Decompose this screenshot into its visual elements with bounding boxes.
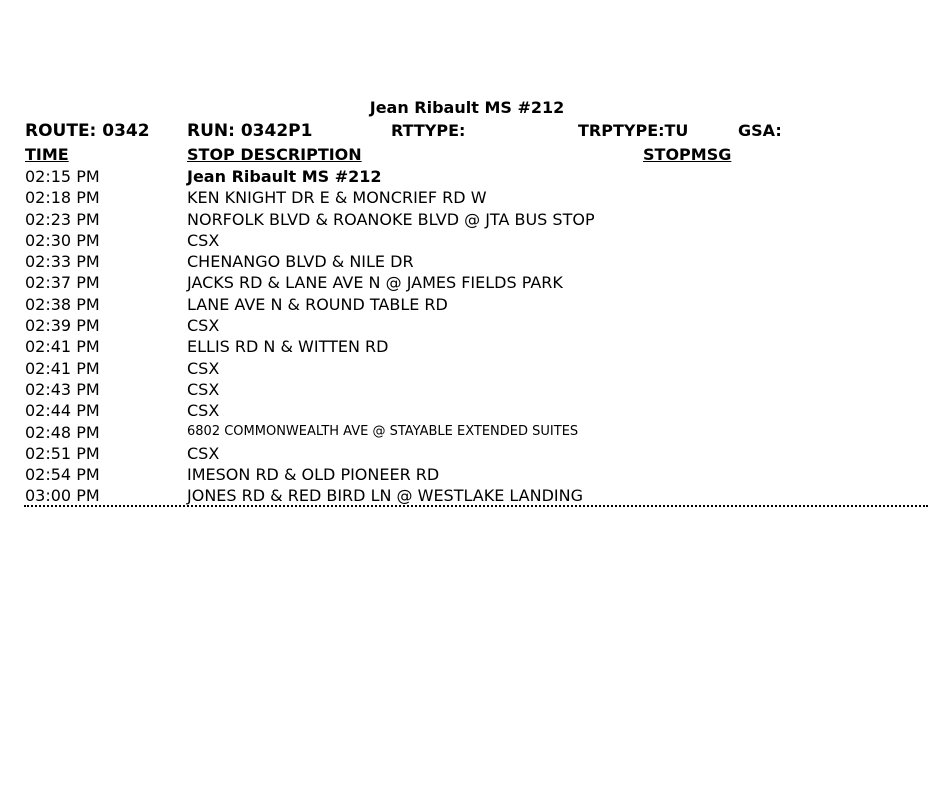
stop-time: 02:44 PM	[25, 401, 100, 421]
column-header-row	[0, 145, 940, 165]
stop-row	[0, 166, 940, 187]
time-column-header: TIME	[25, 145, 69, 164]
stop-row	[0, 251, 940, 272]
stop-description: CSX	[187, 316, 220, 336]
stop-time: 02:18 PM	[25, 188, 100, 208]
stop-time: 02:30 PM	[25, 230, 100, 250]
stop-row	[0, 230, 940, 251]
stop-description: KEN KNIGHT DR E & MONCRIEF RD W	[187, 188, 487, 208]
stop-description: CSX	[187, 379, 220, 399]
stop-list	[0, 166, 940, 507]
stop-time: 02:37 PM	[25, 273, 100, 293]
stop-time: 02:48 PM	[25, 422, 100, 442]
stop-description: CHENANGO BLVD & NILE DR	[187, 252, 414, 272]
stop-row	[0, 379, 940, 400]
stop-row	[0, 272, 940, 293]
stop-row	[0, 294, 940, 315]
stop-time: 02:23 PM	[25, 209, 100, 229]
stop-row	[0, 209, 940, 230]
stop-row	[0, 187, 940, 208]
rttype-label: RTTYPE:	[391, 121, 466, 140]
stop-row	[0, 358, 940, 379]
stop-time: 02:39 PM	[25, 316, 100, 336]
stop-description: 6802 COMMONWEALTH AVE @ STAYABLE EXTENDED SUITES	[187, 423, 579, 439]
stop-time: 02:54 PM	[25, 465, 100, 485]
stop-description: LANE AVE N & ROUND TABLE RD	[187, 294, 448, 314]
stop-time: 02:43 PM	[25, 379, 100, 399]
stop-description: CSX	[187, 443, 220, 463]
stop-description: IMESON RD & OLD PIONEER RD	[187, 465, 440, 485]
stop-description: Jean Ribault MS #212	[187, 167, 382, 186]
stop-time: 02:38 PM	[25, 294, 100, 314]
stop-description: JONES RD & RED BIRD LN @ WESTLAKE LANDING	[187, 486, 583, 506]
stop-description: NORFOLK BLVD & ROANOKE BLVD @ JTA BUS STOP	[187, 209, 595, 229]
dotted-divider	[24, 505, 928, 507]
stop-row	[0, 422, 940, 443]
stop-row	[0, 400, 940, 421]
stop-time: 02:41 PM	[25, 337, 100, 357]
stop-description: JACKS RD & LANE AVE N @ JAMES FIELDS PARK	[187, 273, 563, 293]
stop-row	[0, 464, 940, 485]
stopmsg-column-header: STOPMSG	[643, 145, 732, 164]
stop-description: CSX	[187, 401, 220, 421]
school-title: Jean Ribault MS #212	[369, 98, 565, 117]
route-label: ROUTE: 0342	[25, 121, 150, 141]
stop-description: CSX	[187, 358, 220, 378]
stop-time: 02:15 PM	[25, 167, 100, 186]
stop-description: ELLIS RD N & WITTEN RD	[187, 337, 389, 357]
stop-row	[0, 315, 940, 336]
stop-time: 02:41 PM	[25, 358, 100, 378]
stop-description: CSX	[187, 230, 220, 250]
stop-description-column-header: STOP DESCRIPTION	[187, 145, 362, 164]
stop-time: 02:33 PM	[25, 252, 100, 272]
stop-row	[0, 443, 940, 464]
stop-time: 02:51 PM	[25, 443, 100, 463]
stop-row	[0, 336, 940, 357]
stop-time: 03:00 PM	[25, 486, 100, 506]
gsa-label: GSA:	[738, 121, 782, 140]
trptype-label: TRPTYPE:TU	[578, 121, 689, 140]
route-info-row	[0, 120, 940, 142]
stop-row	[0, 485, 940, 506]
run-label: RUN: 0342P1	[187, 121, 313, 141]
